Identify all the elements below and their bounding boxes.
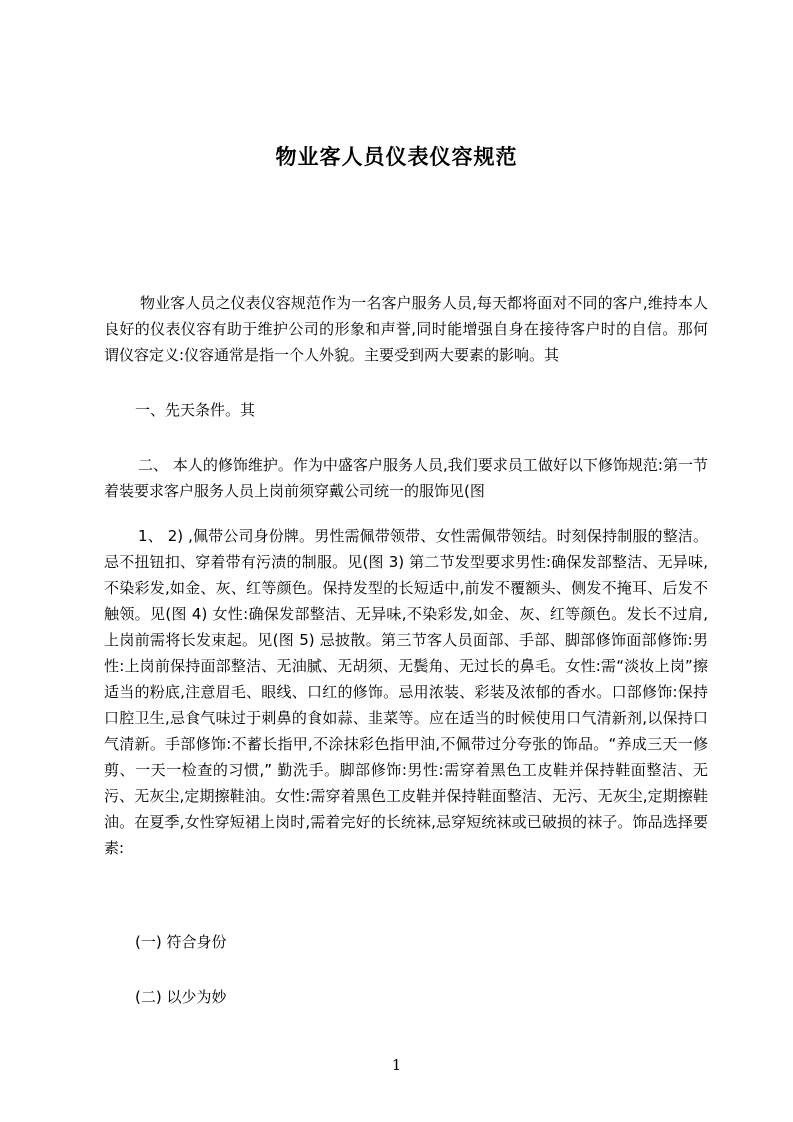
accessory-rule-one: (一) 符合身份 [135,933,227,951]
accessory-rule-two: (二) 以少为妙 [135,988,227,1006]
page-number: 1 [391,1056,402,1074]
section-one-paragraph: 一、先天条件。其 [135,401,256,419]
grooming-rules-paragraph: 1、 2) ,佩带公司身份牌。男性需佩带领带、女性需佩带领结。时刻保持制服的整洁。忌不扭钮扣、穿着带有污渍的制服。见(图 3) 第二节发型要求男性:确保发部整洁、无异味,不染彩发,如金、灰、红等颜色。保持发型的长短适中,前发不覆额头、侧发不掩耳、后发不触领。见(图 4) 女性:确保发部整洁、无异味,不染彩发,如金、灰、红等颜色。发长不过肩,上岗前需将长发束起。见(图 5) 忌披散。第三节客人员面部、手部、脚部修饰面部修饰:男性:上岗前保持面部整洁、无油腻、无胡须、无鬓角、无过长的鼻毛。女性:需“淡妆上岗”擦适当的粉底,注意眉毛、眼线、口红的修饰。忌用浓装、彩装及浓郁的香水。口部修饰:保持口腔卫生,忌食气味过于刺鼻的食如蒜、韭菜等。应在适当的时候使用口气清新剂,以保持口气清新。手部修饰:不蓄长指甲,不涂抹彩色指甲油,不佩带过分夸张的饰品。“养成三天一修剪、一天一检查的习惯,” 勤洗手。脚部修饰:男性:需穿着黑色工皮鞋并保持鞋面整洁、无污、无灰尘,定期擦鞋油。女性:需穿着黑色工皮鞋并保持鞋面整洁、无污、无灰尘,定期擦鞋油。在夏季,女性穿短裙上岗时,需着完好的长统袜,忌穿短统袜或已破损的袜子。饰品选择要素: [104,527,708,857]
document-title: 物业客人员仪表仪容规范 [275,145,518,169]
intro-paragraph: 物业客人员之仪表仪容规范作为一名客户服务人员,每天都将面对不同的客户,维持本人良好的仪表仪容有助于维护公司的形象和声誉,同时能增强自身在接待客户时的自信。那何谓仪容定义:仪容通常是指一个人外貌。主要受到两大要素的影响。其 [104,294,708,364]
section-two-paragraph: 二、 本人的修饰维护。作为中盛客户服务人员,我们要求员工做好以下修饰规范:第一节着装要求客户服务人员上岗前须穿戴公司统一的服饰见(图 [104,456,708,500]
